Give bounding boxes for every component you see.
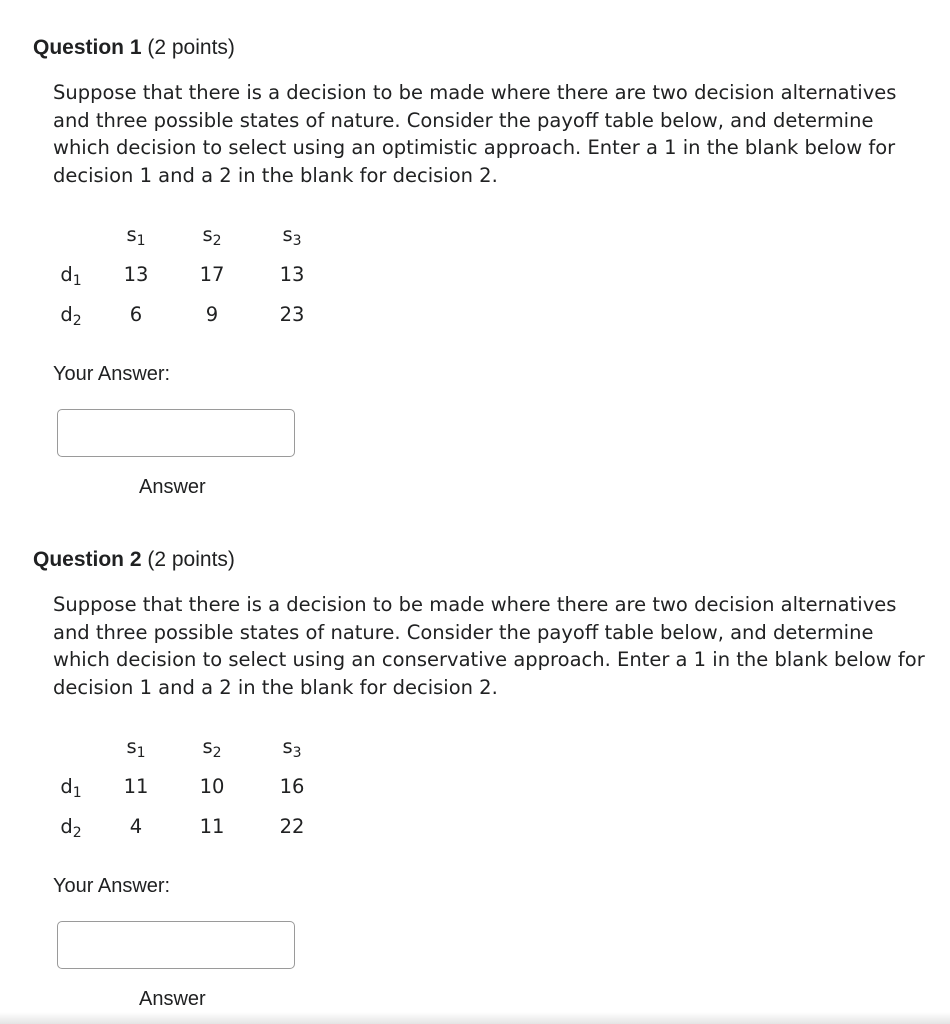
payoff-cell: 16 xyxy=(279,774,305,798)
state-header-s3: $s_3$ xyxy=(282,734,302,761)
payoff-table-row-d2 xyxy=(41,294,331,334)
decision-label-d1: $d_1$ xyxy=(60,262,82,289)
payoff-table-header-row xyxy=(41,214,331,254)
question-2-label: Question 2 xyxy=(33,548,142,571)
question-1-label: Question 1 xyxy=(33,36,142,59)
page-bottom-shadow xyxy=(0,1012,950,1024)
payoff-table-1 xyxy=(41,214,331,334)
answer-caption-2: Answer xyxy=(139,988,206,1010)
question-2 xyxy=(33,547,933,1010)
payoff-cell: 6 xyxy=(129,302,143,326)
payoff-cell: 4 xyxy=(129,814,143,838)
answer-input-1[interactable] xyxy=(57,409,295,457)
state-header-s2: $s_2$ xyxy=(202,222,222,249)
question-2-text: Suppose that there is a decision to be made where there are two decision alternatives and three possible states of nature. Consider the payoff table below, and determine which decision to select using an conservative approach. Enter a 1 in the blank below for decision 1 and a 2 in the blank for decision 2. xyxy=(53,593,925,699)
payoff-table-row-d1 xyxy=(41,254,331,294)
payoff-cell: 17 xyxy=(199,262,225,286)
payoff-cell: 9 xyxy=(205,302,219,326)
question-2-title xyxy=(33,547,933,573)
decision-label-d1: $d_1$ xyxy=(60,774,82,801)
state-header-s2: $s_2$ xyxy=(202,734,222,761)
payoff-cell: 13 xyxy=(279,262,305,286)
question-1 xyxy=(33,35,933,498)
answer-input-2[interactable] xyxy=(57,921,295,969)
question-2-points: (2 points) xyxy=(147,548,235,571)
payoff-cell: 23 xyxy=(279,302,305,326)
payoff-cell: 10 xyxy=(199,774,225,798)
payoff-table-header-row xyxy=(41,726,331,766)
payoff-table-2 xyxy=(41,726,331,846)
question-2-body xyxy=(33,591,933,899)
payoff-cell: 11 xyxy=(123,774,149,798)
question-1-title xyxy=(33,35,933,61)
state-header-s1: $s_1$ xyxy=(126,222,146,249)
payoff-table-row-d1 xyxy=(41,766,331,806)
payoff-cell: 22 xyxy=(279,814,305,838)
state-header-s3: $s_3$ xyxy=(282,222,302,249)
decision-label-d2: $d_2$ xyxy=(60,814,82,841)
payoff-table-row-d2 xyxy=(41,806,331,846)
payoff-cell: 11 xyxy=(199,814,225,838)
question-1-body xyxy=(33,79,933,387)
state-header-s1: $s_1$ xyxy=(126,734,146,761)
your-answer-label-2: Your Answer: xyxy=(53,875,171,897)
answer-caption-1: Answer xyxy=(139,476,206,498)
decision-label-d2: $d_2$ xyxy=(60,302,82,329)
question-1-text: Suppose that there is a decision to be made where there are two decision alternatives and three possible states of nature. Consider the payoff table below, and determine which decision to select using an optimistic approach. Enter a 1 in the blank below for decision 1 and a 2 in the blank for decision 2. xyxy=(53,81,897,187)
question-1-points: (2 points) xyxy=(147,36,235,59)
payoff-cell: 13 xyxy=(123,262,149,286)
your-answer-label-1: Your Answer: xyxy=(53,363,171,385)
